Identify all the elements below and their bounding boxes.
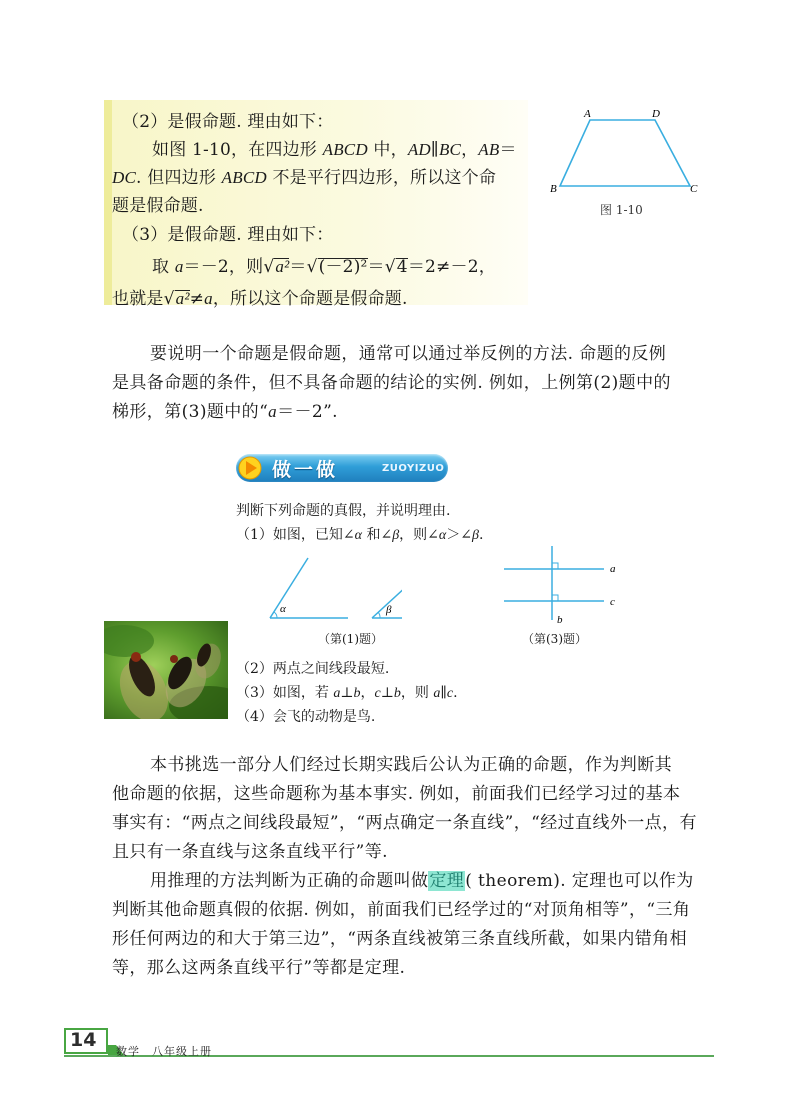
example-2-line-1: 如图 1-10，在四边形 ABCD 中，AD∥BC，AB＝	[152, 140, 517, 160]
activity-q1: （1）如图，已知∠α 和∠β，则∠α＞∠β.	[236, 527, 484, 543]
example-3-line-1: 取 a＝－2，则√a²＝√(－2)²＝√4＝2≠－2，	[152, 257, 496, 277]
para2-line-2: 他命题的依据，这些命题称为基本事实. 例如，前面我们已经学习过的基本	[112, 784, 681, 804]
activity-q2: （2）两点之间线段最短.	[236, 661, 390, 677]
para1-line-2: 是具备命题的条件，但不具备命题的结论的实例. 例如，上例第(2)题中的	[112, 373, 671, 393]
activity-subtitle: ZUOYIZUO	[382, 463, 445, 474]
alpha-label: α	[280, 603, 286, 615]
example-margin-bar	[104, 100, 112, 305]
q1-figure-caption: （第(1)题）	[318, 632, 383, 646]
beta-label: β	[386, 604, 392, 616]
example-3-line-2: 也就是√a²≠a，所以这个命题是假命题.	[112, 289, 408, 309]
beta-arc	[378, 612, 380, 618]
q3-figure-caption: （第(3)题）	[522, 632, 587, 646]
activity-prompt: 判断下列命题的真假，并说明理由.	[236, 503, 451, 519]
para1-line-3: 梯形，第(3)题中的“a＝－2”.	[112, 402, 338, 422]
alpha-ray	[270, 558, 308, 618]
activity-q3: （3）如图，若 a⊥b，c⊥b，则 a∥c.	[236, 685, 458, 701]
page-number: 14	[70, 1029, 97, 1051]
vertex-b-label: B	[550, 183, 557, 195]
para3-line-1: 用推理的方法判断为正确的命题叫做定理( theorem). 定理也可以作为	[150, 871, 694, 891]
para2-line-4: 且只有一条直线与这条直线平行”等.	[112, 842, 388, 862]
activity-q4: （4）会飞的动物是鸟.	[236, 709, 376, 725]
right-angle-mark-a	[552, 563, 558, 569]
cicada-illustration	[104, 621, 228, 719]
play-arrow-icon	[238, 456, 262, 480]
activity-title: 做一做	[272, 459, 339, 481]
para2-line-1: 本书挑选一部分人们经过长期实践后公认为正确的命题，作为判断其	[150, 755, 672, 775]
example-2-heading: （2）是假命题. 理由如下：	[122, 112, 334, 132]
example-2-line-2: DC. 但四边形 ABCD 不是平行四边形，所以这个命	[112, 168, 497, 188]
para1-line-1: 要说明一个命题是假命题，通常可以通过举反例的方法. 命题的反例	[150, 344, 667, 364]
parallel-lines-figure	[500, 542, 625, 632]
vertex-a-label: A	[584, 108, 591, 120]
cicada-photo	[104, 621, 228, 719]
label-b: b	[557, 614, 563, 626]
trapezoid-shape	[560, 120, 690, 186]
trapezoid-figure	[540, 102, 710, 197]
right-angle-mark-c	[552, 595, 558, 601]
para3-line-2: 判断其他命题真假的依据. 例如，前面我们已经学过的“对顶角相等”，“三角	[112, 900, 691, 920]
label-a: a	[610, 563, 616, 575]
label-c: c	[610, 596, 615, 608]
vertex-d-label: D	[652, 108, 660, 120]
book-title: 数学 八年级上册	[116, 1045, 212, 1058]
example-3-heading: （3）是假命题. 理由如下：	[122, 225, 334, 245]
alpha-arc	[274, 612, 277, 618]
example-2-line-3: 题是假命题.	[112, 196, 204, 216]
figure-1-10-caption: 图 1-10	[600, 203, 643, 217]
para3-line-3: 形任何两边的和大于第三边”，“两条直线被第三条直线所截，如果内错角相	[112, 929, 687, 949]
para3-line-4: 等，那么这两条直线平行”等都是定理.	[112, 958, 406, 978]
vertex-c-label: C	[690, 183, 698, 195]
angle-figure	[262, 552, 402, 627]
para2-line-3: 事实有：“两点之间线段最短”，“两点确定一条直线”，“经过直线外一点，有	[112, 813, 697, 833]
term-theorem: 定理	[429, 871, 465, 891]
